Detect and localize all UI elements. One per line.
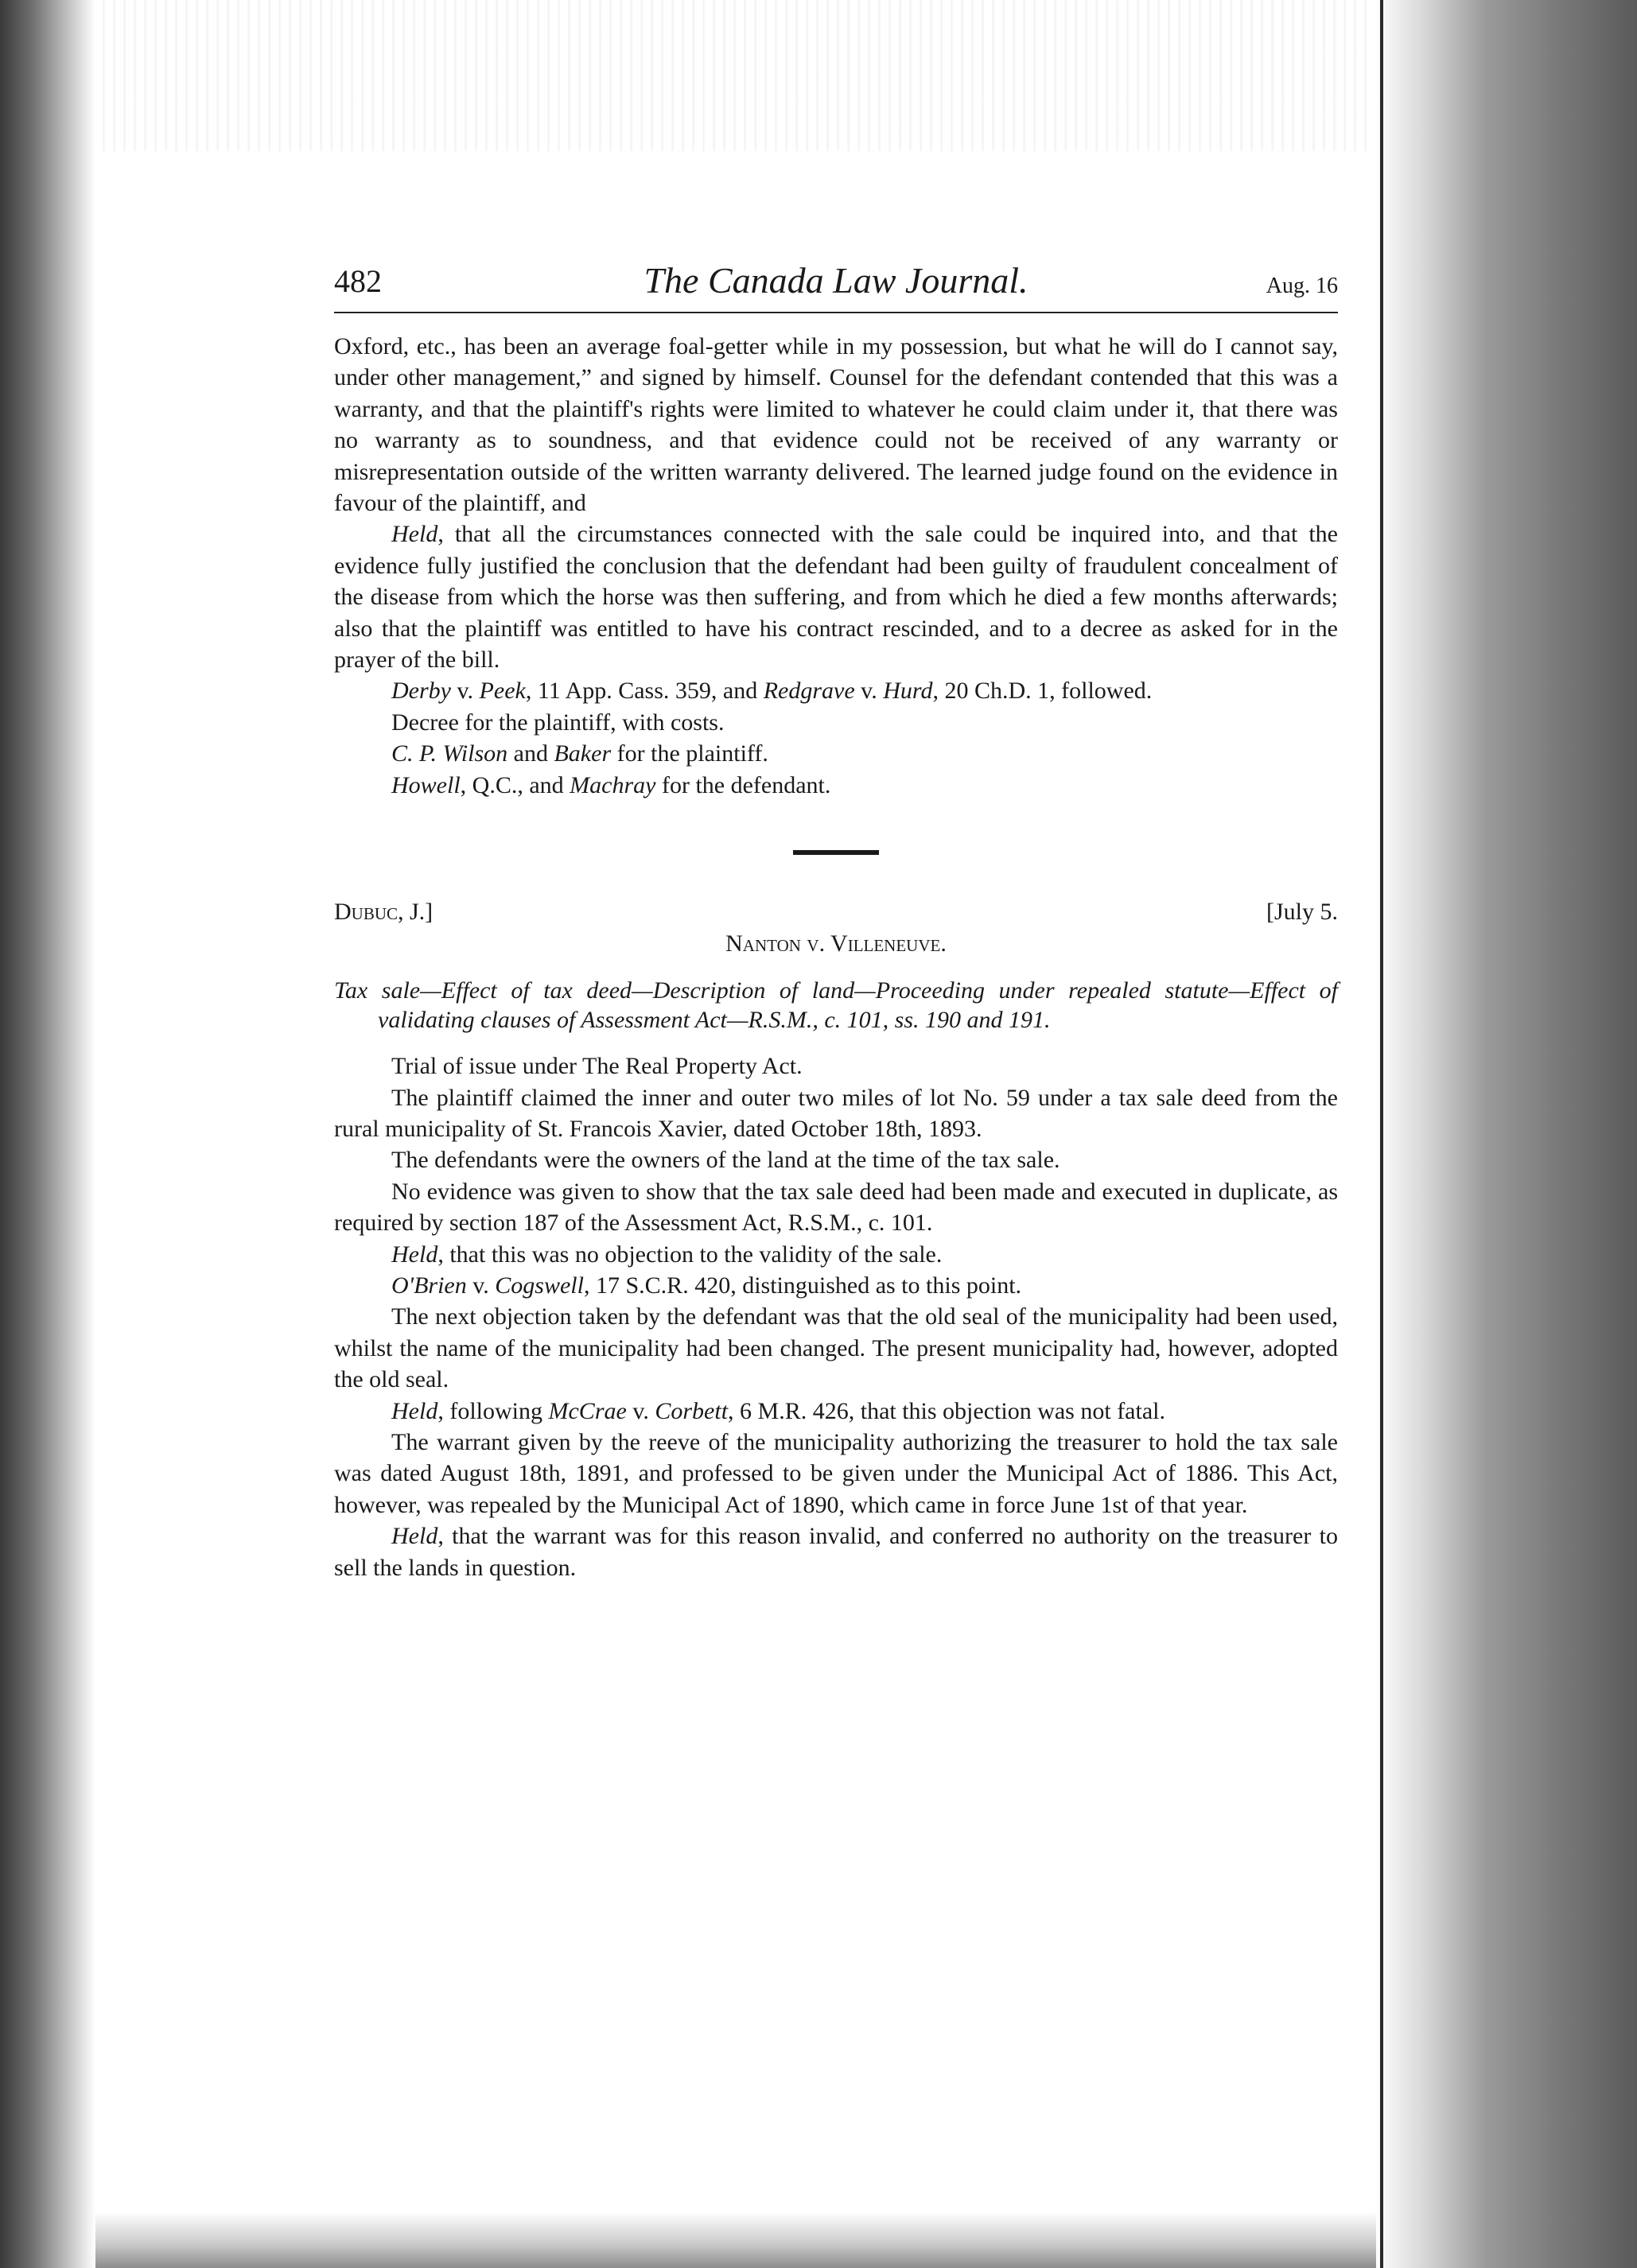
case-name: Derby	[391, 678, 451, 705]
counsel-name: C. P. Wilson	[391, 740, 508, 767]
page-number: 482	[334, 263, 382, 299]
scan-noise-top	[95, 0, 1376, 151]
case-date: [July 5.	[1266, 899, 1338, 926]
held-label: Held	[391, 1241, 438, 1268]
counsel-name: Machray	[570, 771, 656, 798]
versus: v.	[854, 678, 884, 705]
counsel-defendant	[334, 770, 1338, 801]
journal-title: The Canada Law Journal.	[644, 260, 1028, 301]
paragraph: The next objection taken by the defendant was that the old seal of the municipality had been used, whilst the name of the municipality had been changed. The present municipality had, however, adopted the old seal.	[334, 1303, 1338, 1393]
counsel-name: Baker	[554, 740, 612, 767]
held-text: , following	[437, 1397, 549, 1424]
scan-edge-left	[0, 0, 95, 2268]
paragraph: No evidence was given to show that the tax sale deed had been made and executed in duplicate, as required by section 187 of the Assessment Act, R.S.M., c. 101.	[334, 1178, 1338, 1237]
citation-text: , 11 App. Cass. 359, and	[525, 678, 764, 705]
held-label: Held	[391, 521, 438, 548]
journal-page	[334, 262, 1338, 1583]
versus: v.	[626, 1397, 655, 1424]
section-separator	[793, 850, 879, 855]
case-name: Corbett	[655, 1397, 729, 1424]
case-name: McCrae	[548, 1397, 627, 1424]
decree-line: Decree for the plaintiff, with costs.	[391, 709, 725, 736]
running-header	[334, 262, 1338, 313]
held-label: Held	[391, 1523, 438, 1550]
scan-edge-right	[1375, 0, 1637, 2268]
paragraph: Oxford, etc., has been an average foal-getter while in my possession, but what he will do I cannot say, under other management,” and signed by himself. Counsel for the defendant contended that this was a warranty, and that the plaintiff's rights were limited to whatever he could claim under it, that there was no warranty as to soundness, and that evidence could not be received of any warranty or misrepresentation outside of the written warranty delivered. The learned judge found on the evidence in favour of the plaintiff, and	[334, 333, 1338, 517]
counsel-role: for the plaintiff.	[611, 740, 768, 767]
paragraph-held	[334, 518, 1338, 675]
paragraph-held	[334, 1396, 1338, 1427]
counsel-title: , Q.C., and	[460, 771, 570, 798]
counsel-plaintiff	[334, 738, 1338, 769]
issue-date: Aug. 16	[1266, 274, 1338, 298]
paragraph: The warrant given by the reeve of the municipality authorizing the treasurer to hold the tax sale was dated August 18th, 1891, and professed to be given under the Municipal Act of 1886. This Act, however, was repealed by the Municipal Act of 1890, which came in force June 1st of that year.	[334, 1428, 1338, 1518]
article-body	[334, 331, 1338, 1583]
citation-text: , 17 S.C.R. 420, distinguished as to this point.	[583, 1272, 1022, 1299]
versus: v.	[450, 678, 480, 705]
paragraph: The defendants were the owners of the land at the time of the tax sale.	[391, 1147, 1060, 1174]
citation-paragraph	[334, 675, 1338, 706]
conjunction: and	[507, 740, 554, 767]
counsel-role: for the defendant.	[655, 771, 831, 798]
versus: v.	[466, 1272, 496, 1299]
paragraph: The plaintiff claimed the inner and outer two miles of lot No. 59 under a tax sale deed from the rural municipality of St. Francois Xavier, dated October 18th, 1893.	[334, 1084, 1338, 1142]
case-header	[334, 896, 1338, 928]
counsel-name: Howell	[391, 771, 461, 798]
paragraph-held	[334, 1520, 1338, 1583]
held-label: Held	[391, 1397, 438, 1424]
citation-text: , 20 Ch.D. 1, followed.	[932, 678, 1153, 705]
held-text: , that the warrant was for this reason invalid, and conferred no authority on the treasurer to sell the lands in question.	[334, 1523, 1338, 1581]
case-name: Cogswell	[495, 1272, 584, 1299]
case-name: Redgrave	[763, 678, 855, 705]
held-text: , that this was no objection to the validity of the sale.	[437, 1241, 943, 1268]
paragraph: Trial of issue under The Real Property Act.	[391, 1053, 803, 1080]
paragraph-held	[334, 1239, 1338, 1270]
page-edge-line	[1380, 0, 1383, 2268]
case-name: Hurd	[883, 678, 933, 705]
scan-edge-bottom	[95, 2212, 1376, 2268]
case-judge: Dubuc, J.]	[334, 899, 434, 926]
held-text: , that all the circumstances connected with the sale could be inquired into, and that the evidence fully justified the conclusion that the defendant had been guilty of fraudulent concealment of the disease from which the horse was then suffering, and from which he died a few months afterwards; also that the plaintiff was entitled to have his contract rescinded, and to a decree as asked for in the prayer of the bill.	[334, 521, 1338, 674]
citation-text: , 6 M.R. 426, that this objection was not fatal.	[728, 1397, 1165, 1424]
case-title: Nanton v. Villeneuve.	[725, 930, 947, 957]
case-name: O'Brien	[391, 1272, 467, 1299]
case-headnote: Tax sale—Effect of tax deed—Description of land—Proceeding under repealed statute—Effect of validating clauses of Assessment Act—R.S.M., c. 101, ss. 190 and 191.	[334, 977, 1338, 1034]
citation-paragraph	[334, 1270, 1338, 1301]
case-name: Peek	[479, 678, 526, 705]
